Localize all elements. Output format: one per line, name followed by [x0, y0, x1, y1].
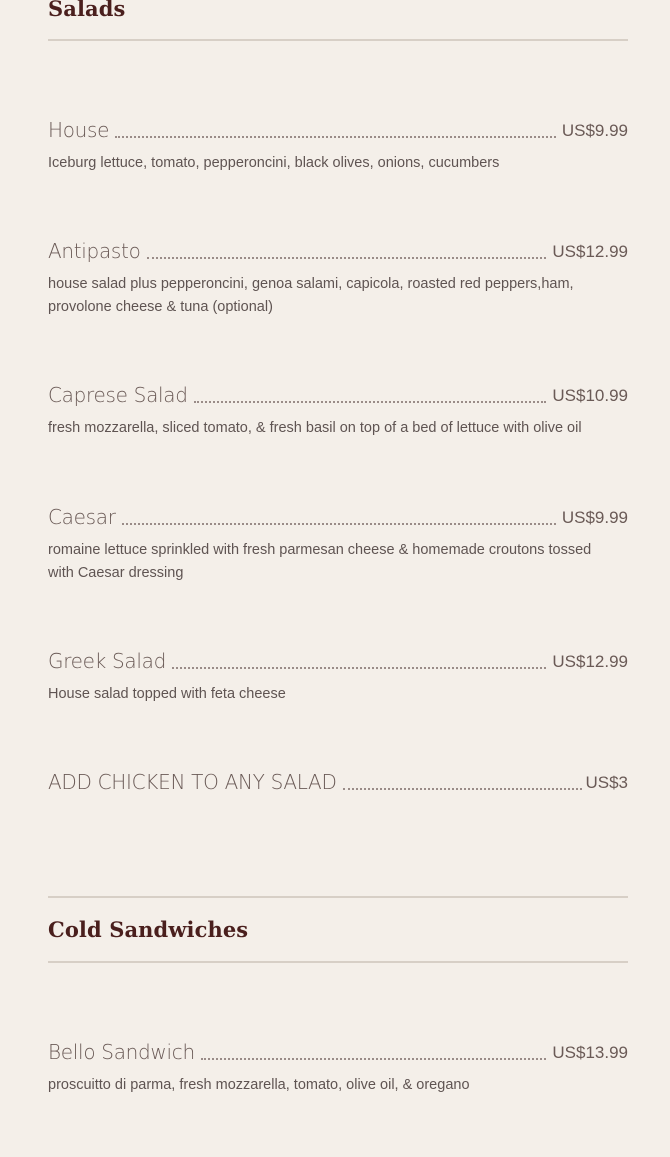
item-price: US$3: [585, 773, 628, 792]
item-description: proscuitto di parma, fresh mozzarella, tomato, olive oil, & oregano: [48, 1077, 470, 1093]
menu-item: [48, 381, 628, 440]
item-name: House: [48, 118, 110, 142]
section-divider: [48, 39, 628, 41]
section-divider: [48, 896, 628, 898]
dotted-leader: [194, 401, 547, 403]
item-name: Caesar: [48, 505, 116, 529]
item-name: ADD CHICKEN TO ANY SALAD: [48, 770, 337, 794]
dotted-leader: [147, 257, 547, 259]
item-description: house salad plus pepperoncini, genoa salami, capicola, roasted red peppers,ham, provolone cheese & tuna (optional): [48, 276, 574, 315]
item-price: US$12.99: [552, 242, 628, 261]
dotted-leader: [122, 523, 556, 525]
item-description: Iceburg lettuce, tomato, pepperoncini, black olives, onions, cucumbers: [48, 155, 500, 171]
item-name: Caprese Salad: [48, 383, 188, 407]
menu-item: [48, 503, 628, 584]
item-name: Antipasto: [48, 239, 141, 263]
dotted-leader: [115, 136, 556, 138]
dotted-leader: [343, 788, 583, 790]
item-price: US$9.99: [561, 121, 628, 140]
item-name: Greek Salad: [48, 649, 166, 673]
item-description: fresh mozzarella, sliced tomato, & fresh basil on top of a bed of lettuce with olive oil: [48, 420, 582, 436]
item-description: House salad topped with feta cheese: [48, 686, 286, 702]
item-price: US$12.99: [552, 652, 628, 671]
menu-item: [48, 768, 628, 794]
menu-item: [48, 237, 628, 318]
menu-item: [48, 1038, 628, 1097]
section-divider: [48, 961, 628, 963]
item-name: Bello Sandwich: [48, 1040, 195, 1064]
menu-item: [48, 116, 628, 175]
item-price: US$9.99: [561, 508, 628, 527]
dotted-leader: [172, 667, 546, 669]
section-title: Cold Sandwiches: [48, 917, 249, 942]
item-description: romaine lettuce sprinkled with fresh parmesan cheese & homemade croutons tossed with Caesar dressing: [48, 542, 592, 581]
item-price: US$10.99: [552, 386, 628, 405]
section-title: Salads: [48, 0, 126, 21]
menu-item: [48, 647, 628, 706]
item-price: US$13.99: [552, 1043, 628, 1062]
dotted-leader: [201, 1058, 547, 1060]
